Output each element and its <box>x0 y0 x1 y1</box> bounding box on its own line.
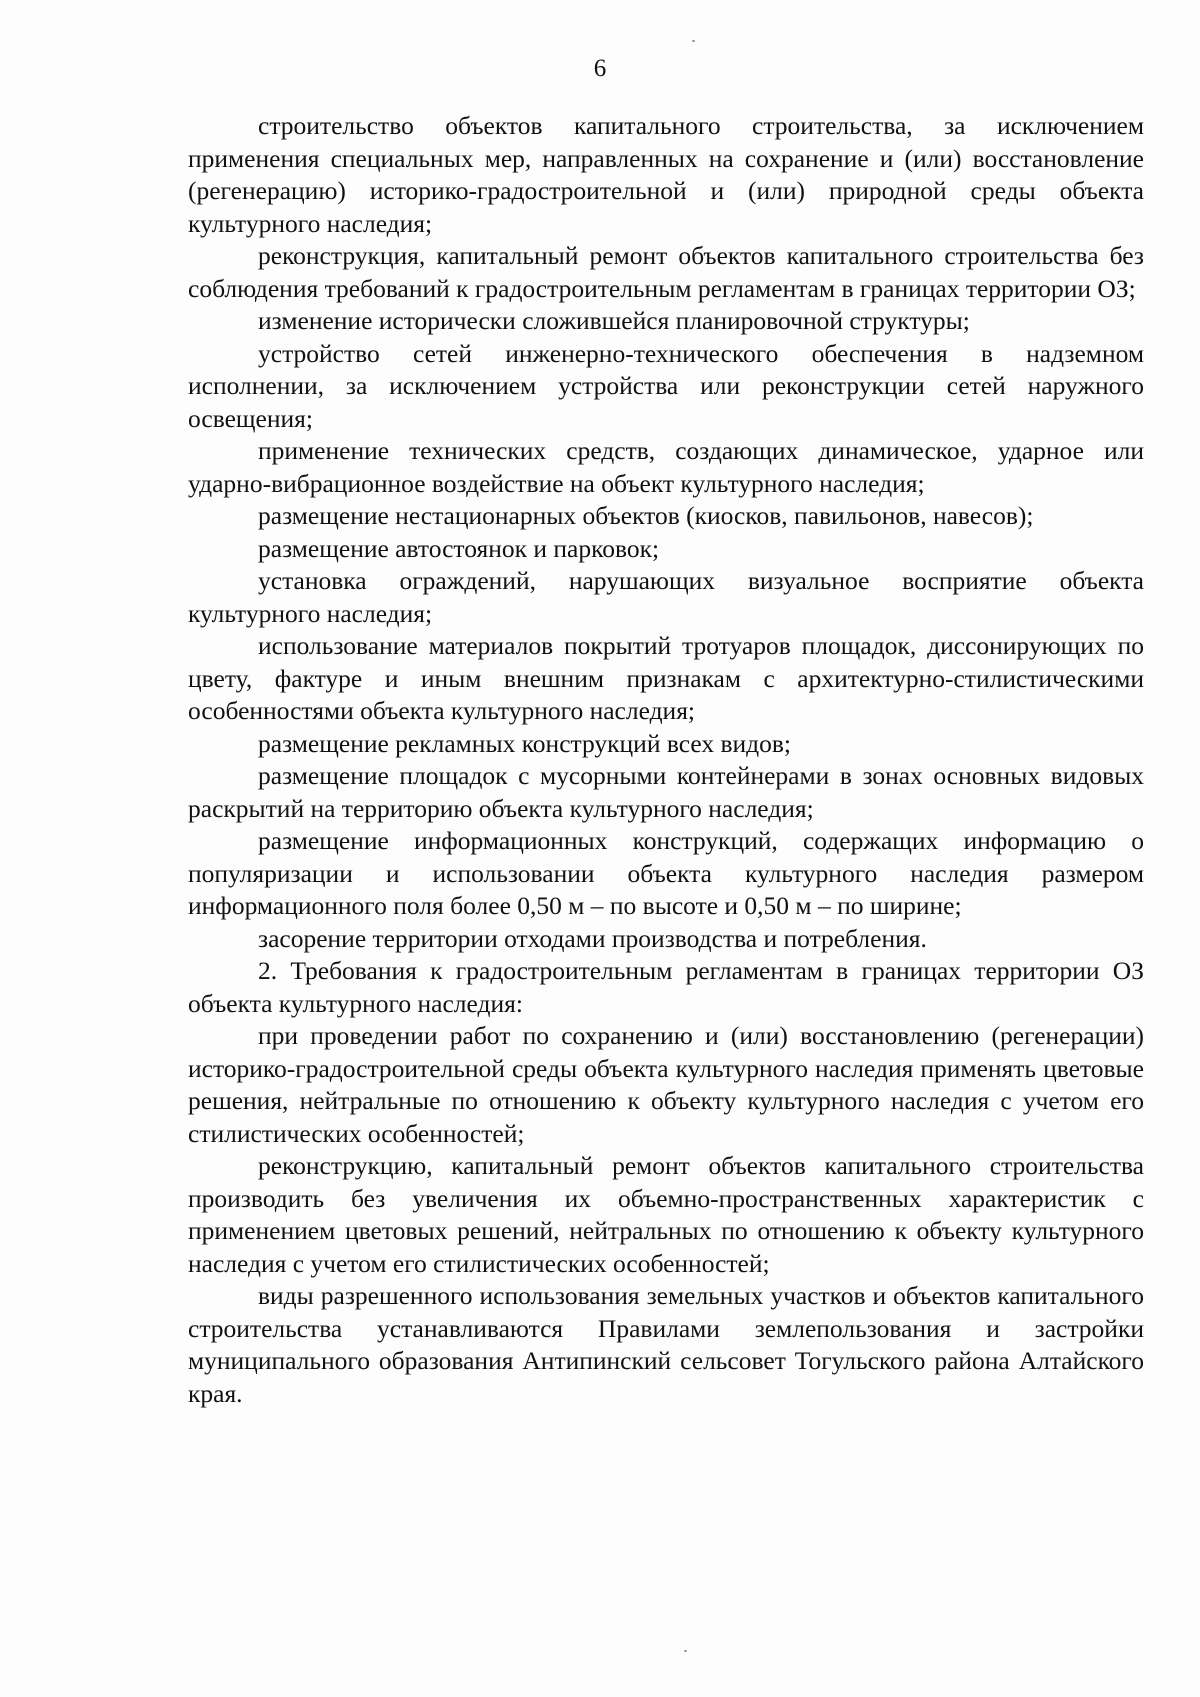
paragraph: строительство объектов капитального строительства, за исключением применения специальных мер, направленных на сохранение и (или) восстановление (регенерацию) историко-градостроительной и (или) природной среды объекта культурного наследия; <box>188 111 1144 238</box>
paragraph: размещение рекламных конструкций всех видов; <box>258 728 792 758</box>
paragraph: размещение нестационарных объектов (киосков, павильонов, навесов); <box>258 501 1034 530</box>
paragraph: размещение автостоянок и парковок; <box>258 533 660 563</box>
scan-speck <box>684 1650 687 1652</box>
scan-speck <box>692 40 695 42</box>
document-body <box>188 110 1144 1410</box>
paragraph: изменение исторически сложившейся планировочной структуры; <box>258 306 970 335</box>
paragraph: использование материалов покрытий тротуаров площадок, диссонирующих по цвету, фактуре и иным внешним признакам с архитектурно-стилистическими особенностями объекта культурного наследия; <box>188 631 1144 725</box>
paragraph: засорение территории отходами производства и потребления. <box>258 923 927 953</box>
paragraph: реконструкция, капитальный ремонт объектов капитального строительства без соблюдения требований к градостроительным регламентам в границах территории ОЗ; <box>188 241 1144 303</box>
paragraph: размещение площадок с мусорными контейнерами в зонах основных видовых раскрытий на территорию объекта культурного наследия; <box>188 761 1144 823</box>
paragraph: применение технических средств, создающих динамическое, ударное или ударно-вибрационное воздействие на объект культурного наследия; <box>188 436 1144 498</box>
paragraph: реконструкцию, капитальный ремонт объектов капитального строительства производить без увеличения их объемно-пространственных характеристик с применением цветовых решений, нейтральных по отношению к объекту культурного наследия с учетом его стилистических особенностей; <box>188 1151 1144 1278</box>
paragraph: размещение информационных конструкций, содержащих информацию о популяризации и использовании объекта культурного наследия размером информационного поля более 0,50 м – по высоте и 0,50 м – по ширине; <box>188 826 1144 920</box>
section-heading: 2. Требования к градостроительным регламентам в границах территории ОЗ объекта культурного наследия: <box>188 956 1144 1018</box>
paragraph: при проведении работ по сохранению и (или) восстановлению (регенерации) историко-градостроительной среды объекта культурного наследия применять цветовые решения, нейтральные по отношению к объекту культурного наследия с учетом его стилистических особенностей; <box>188 1021 1144 1148</box>
page-number: 6 <box>593 55 607 82</box>
paragraph: устройство сетей инженерно-технического обеспечения в надземном исполнении, за исключением устройства или реконструкции сетей наружного освещения; <box>188 338 1144 433</box>
paragraph: установка ограждений, нарушающих визуальное восприятие объекта культурного наследия; <box>188 566 1144 628</box>
paragraph: виды разрешенного использования земельных участков и объектов капитального строительства устанавливаются Правилами землепользования и застройки муниципального образования Антипинский сельсовет Тогульского района Алтайского края. <box>188 1281 1144 1408</box>
